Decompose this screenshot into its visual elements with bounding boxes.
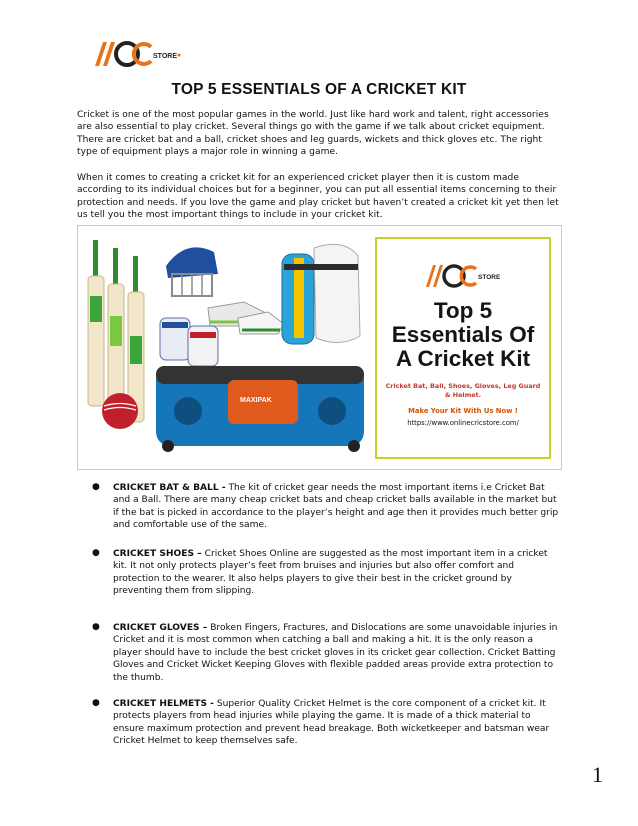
- promo-heading: [377, 299, 549, 371]
- item-heading: CRICKET HELMETS -: [113, 699, 214, 709]
- item-text: Superior Quality Cricket Helmet is the core component of a cricket kit. It protects players from head injuries while playing the game. It is made of a thick material to ensure maximum protection and prevent head breakage. Both wicketkeeper and batsman wear Cricket Helmet to keep themselves safe.: [113, 699, 550, 747]
- item-text: Cricket Shoes Online are suggested as the most important item in a cricket kit. It not only protects player’s feet from bruises and injuries but also offer comfort and protection to the wearer. It also helps players to give their best in the cricket ground by preventing them from slipping.: [113, 549, 548, 597]
- logo-store-text: STORE: [153, 53, 177, 60]
- item-text: The kit of cricket gear needs the most important items i.e Cricket Bat and a Ball. There are many cheap cricket bats and cheap cricket balls available in the market but if the bat is picked in accordance to the player’s height and age then it provides much better grip and comfortable use of the same.: [113, 483, 559, 531]
- kit-bag-icon: [156, 366, 364, 452]
- cricket-gloves-icon: [160, 318, 218, 366]
- store-logo: [93, 38, 183, 70]
- intro-paragraph-1: Cricket is one of the most popular games in the world. Just like hard work and talent, right accessories are also essential to play cricket. Several things go with the game if we talk about cricket equipment. There are cricket bat and a ball, cricket shoes and leg guards, wickets and thick gloves etc. The right type of equipment plays a major role in winning a game.: [77, 110, 549, 158]
- cricket-shoes-icon: [208, 302, 284, 334]
- bullet-icon: ●: [92, 482, 100, 492]
- logo-slash-icon: [95, 42, 115, 66]
- leg-guard-icon: [282, 244, 360, 344]
- bullet-icon: ●: [92, 622, 100, 632]
- bullet-icon: ●: [92, 698, 100, 708]
- promo-cta: Make Your Kit With Us Now !: [408, 407, 518, 415]
- item-heading: CRICKET GLOVES –: [113, 623, 208, 633]
- page-title: TOP 5 ESSENTIALS OF A CRICKET KIT: [171, 81, 467, 98]
- promo-heading-line-1: Top 5: [433, 298, 493, 323]
- promo-card: [375, 237, 551, 459]
- hero-banner: [77, 225, 562, 470]
- promo-logo-store-text: STORE: [478, 274, 501, 281]
- item-heading: CRICKET SHOES –: [113, 549, 202, 559]
- promo-logo: [424, 261, 504, 291]
- promo-url[interactable]: https://www.onlinecricstore.com/: [407, 419, 519, 427]
- intro-paragraph-2: When it comes to creating a cricket kit for an experienced cricket player then it is custom made according to its individual choices but for a beginner, you can put all essential items concerning to their protection and needs. If you love the game and play cricket but haven’t created a cricket kit yet then let us tell you the most important things to include in your cricket kit.: [77, 173, 559, 221]
- page-number: 1: [592, 762, 603, 787]
- cricket-helmet-icon: [166, 247, 218, 296]
- promo-heading-line-2: Essentials Of: [391, 322, 535, 347]
- promo-subtitle: Cricket Bat, Ball, Shoes, Gloves, Leg Guard & Helmet.: [385, 382, 541, 399]
- item-text: Broken Fingers, Fractures, and Dislocations are some unavoidable injuries in Cricket and it is most common when catching a ball and making a hit. It is the only reason a player should have to include the best cricket gloves in its cricket gear collection. Cricket Batting Gloves and Cricket Wicket Keeping Gloves with flexible padded areas provide extra protection to the thumb.: [113, 623, 558, 683]
- item-heading: CRICKET BAT & BALL -: [113, 483, 226, 493]
- cricket-ball-icon: [102, 393, 138, 429]
- bag-brand-label: MAXIPAK: [240, 397, 272, 404]
- bullet-icon: ●: [92, 548, 100, 558]
- promo-heading-line-3: A Cricket Kit: [395, 346, 531, 371]
